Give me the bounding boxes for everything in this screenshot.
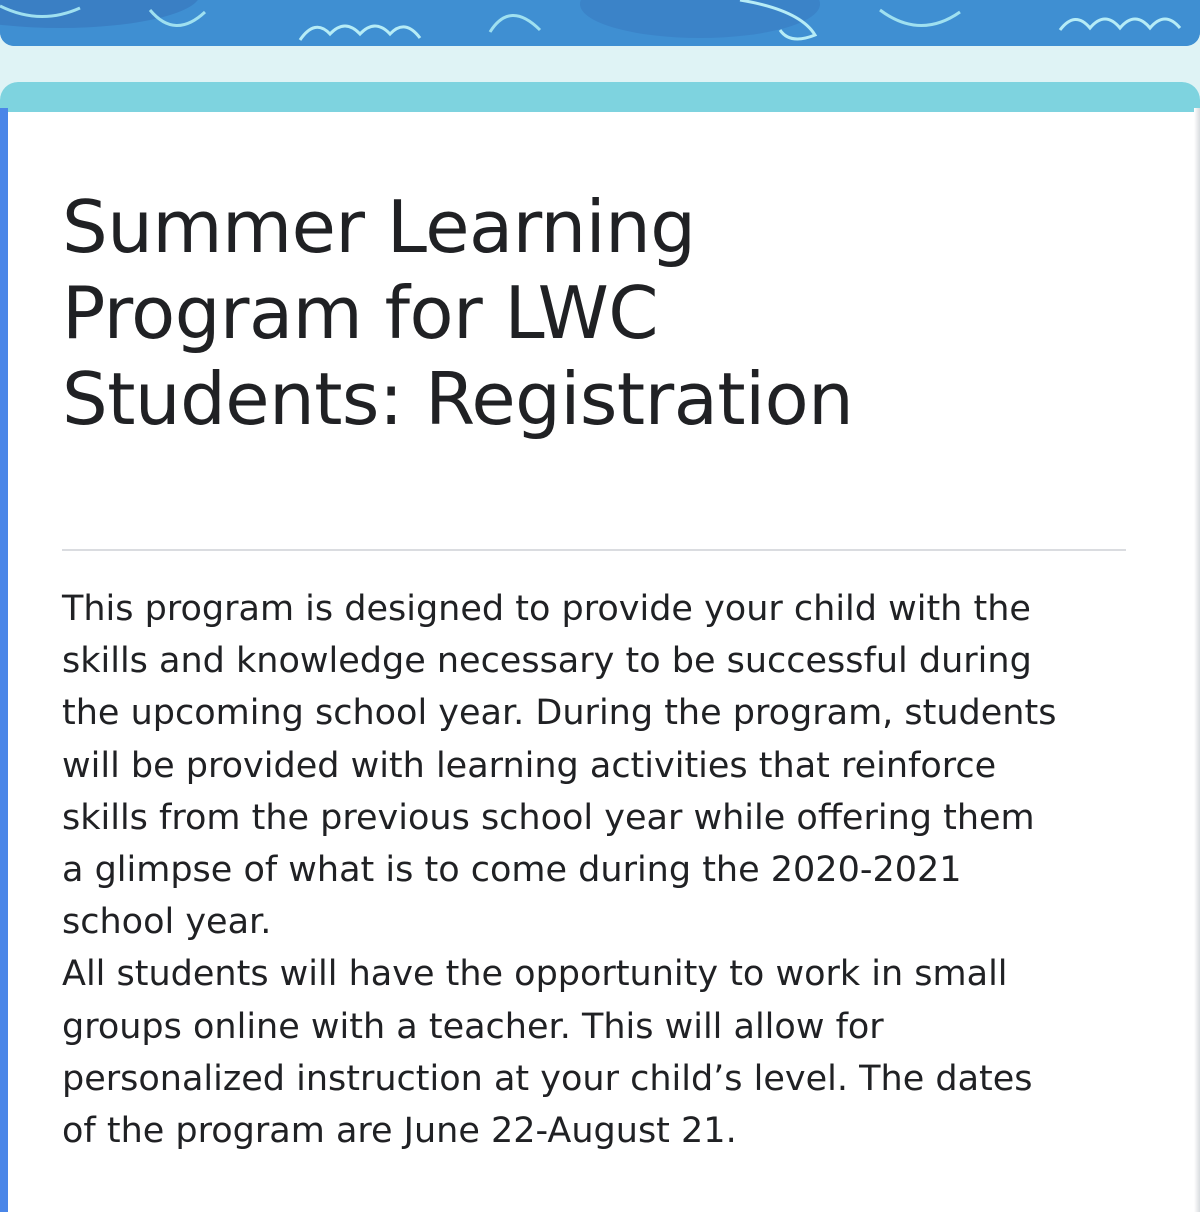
description-line: skills and knowledge necessary to be successful during	[62, 641, 1032, 682]
ocean-waves-illustration	[0, 0, 1200, 46]
card-focus-indicator	[0, 108, 8, 1212]
header-banner	[0, 0, 1200, 46]
description-line: skills from the previous school year while offering them	[62, 797, 1035, 838]
description-line: a glimpse of what is to come during the 2020-2021	[62, 850, 962, 891]
card-accent-bar	[0, 82, 1200, 112]
form-description	[62, 583, 1142, 1157]
form-title-line: Summer Learning	[62, 185, 696, 269]
description-line: will be provided with learning activities that reinforce	[62, 745, 997, 786]
description-line: This program is designed to provide your child with the	[62, 589, 1031, 629]
description-line: personalized instruction at your child’s level. The dates	[62, 1058, 1033, 1099]
card-shadow	[1194, 108, 1200, 1212]
description-line: of the program are June 22-August 21.	[62, 1111, 737, 1152]
form-title-line: Program for LWC	[62, 271, 659, 355]
description-line: school year.	[62, 902, 272, 943]
form-title-line: Students: Registration	[62, 357, 854, 441]
title-divider	[62, 549, 1126, 551]
description-line: All students will have the opportunity to work in small	[62, 954, 1008, 995]
form-title	[62, 184, 1142, 442]
description-line: the upcoming school year. During the program, students	[62, 693, 1057, 734]
description-line: groups online with a teacher. This will allow for	[62, 1006, 884, 1047]
